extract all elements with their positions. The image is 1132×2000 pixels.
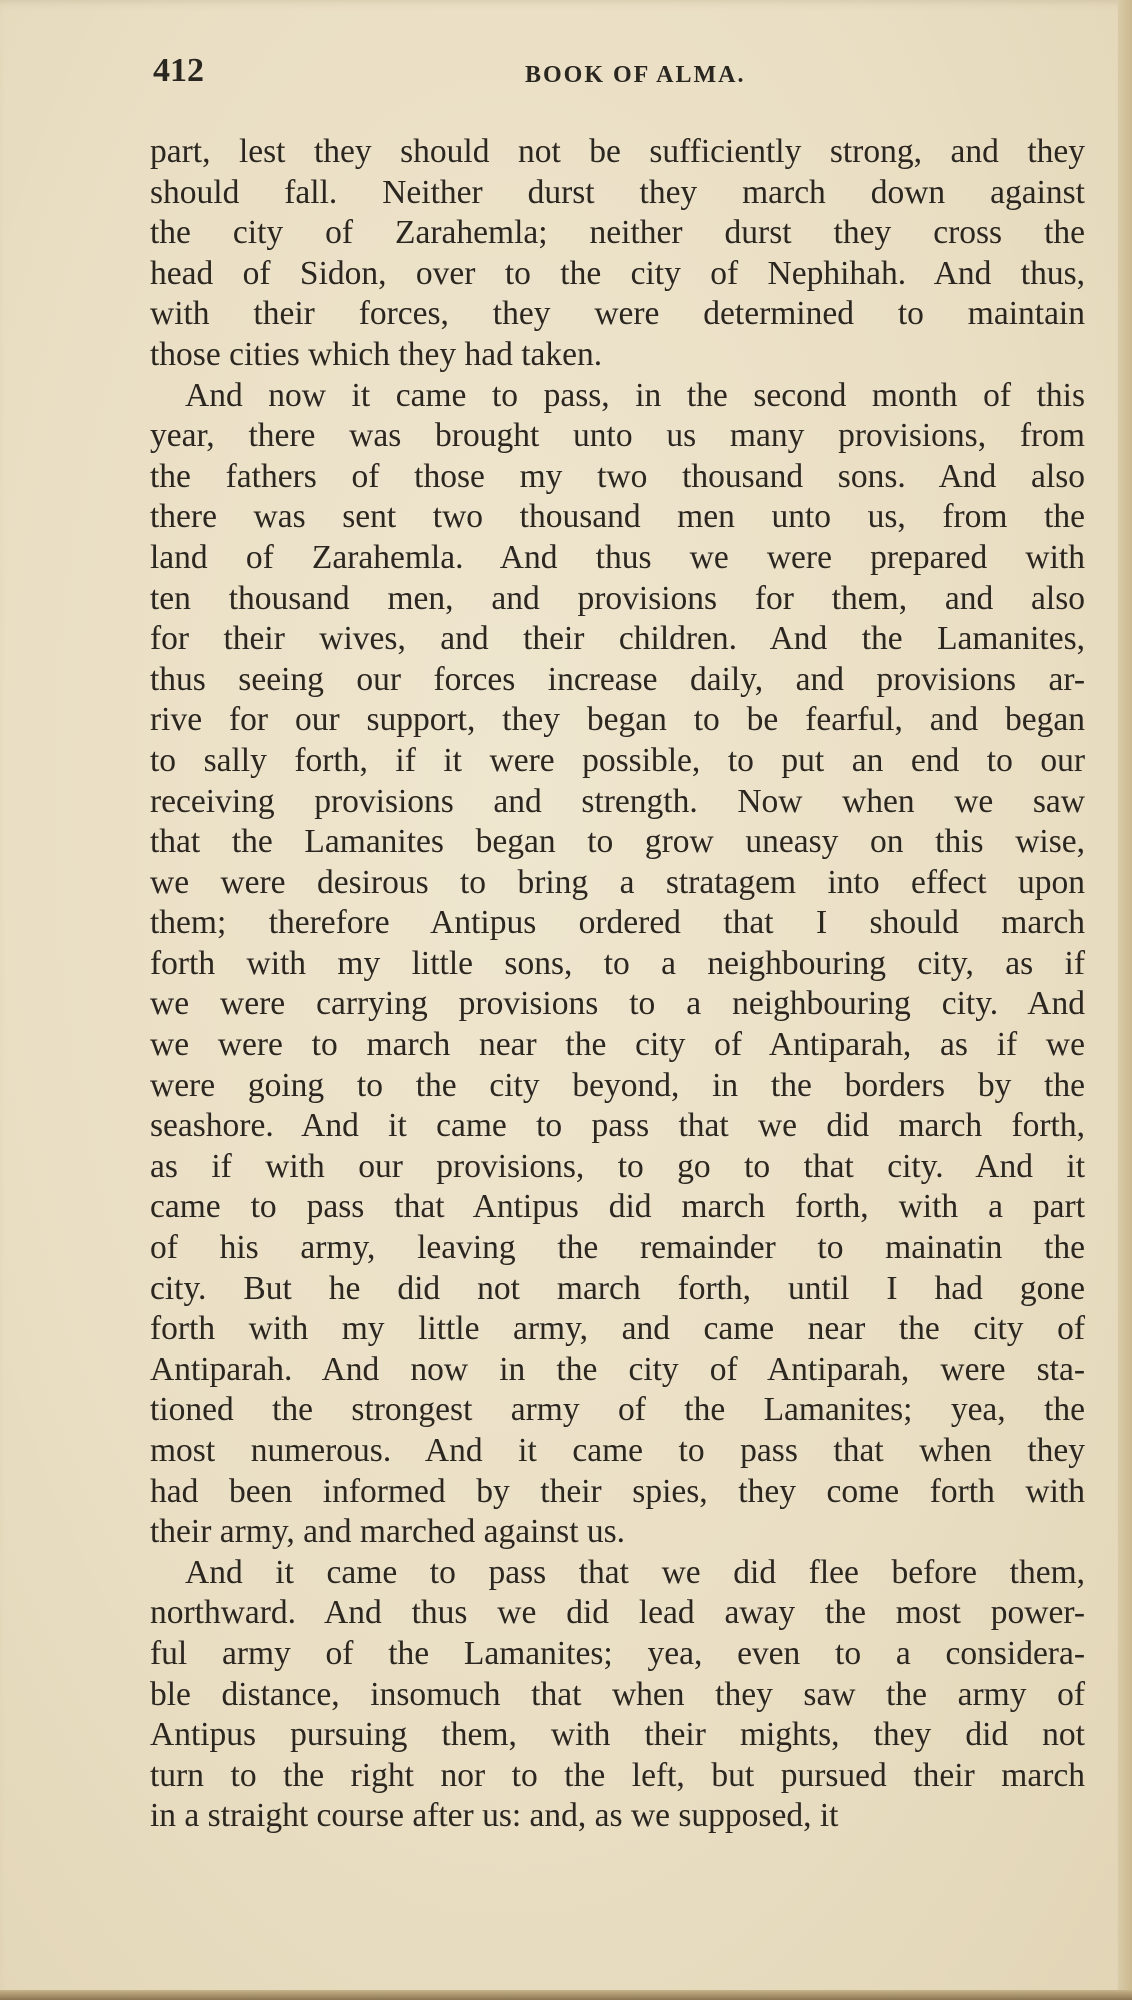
text-line: as if with our provisions, to go to that city. And it bbox=[150, 1147, 1085, 1185]
page-header bbox=[150, 52, 1100, 102]
text-line: And it came to pass that we did flee before them, bbox=[185, 1553, 1085, 1591]
text-line: we were desirous to bring a stratagem into effect upon bbox=[150, 863, 1085, 901]
text-line: Antipus pursuing them, with their mights, they did not bbox=[150, 1716, 1085, 1754]
text-line: that the Lamanites began to grow uneasy on this wise, bbox=[150, 823, 1085, 861]
text-line: northward. And thus we did lead away the most power- bbox=[150, 1594, 1085, 1632]
running-head: BOOK OF ALMA. bbox=[525, 62, 746, 88]
text-line: ble distance, insomuch that when they saw the army of bbox=[150, 1675, 1085, 1713]
text-line: ful army of the Lamanites; yea, even to a considera- bbox=[150, 1634, 1085, 1672]
text-line: with their forces, they were determined to maintain bbox=[150, 295, 1085, 333]
text-line: head of Sidon, over to the city of Nephihah. And thus, bbox=[150, 254, 1085, 292]
page-bottom-edge bbox=[0, 1990, 1132, 2000]
text-line: the fathers of those my two thousand sons. And also bbox=[150, 457, 1085, 495]
text-line: there was sent two thousand men unto us, from the bbox=[150, 498, 1085, 536]
text-line: land of Zarahemla. And thus we were prepared with bbox=[150, 538, 1085, 576]
page-number: 412 bbox=[153, 52, 204, 89]
text-line: year, there was brought unto us many provisions, from bbox=[150, 417, 1085, 455]
text-line: forth with my little sons, to a neighbouring city, as if bbox=[150, 944, 1085, 982]
paragraph bbox=[150, 376, 1085, 1553]
text-line: them; therefore Antipus ordered that I should march bbox=[150, 904, 1085, 942]
text-line: came to pass that Antipus did march forth, with a part bbox=[150, 1188, 1085, 1226]
text-line: receiving provisions and strength. Now when we saw bbox=[150, 782, 1085, 820]
text-line: their army, and marched against us. bbox=[150, 1513, 626, 1551]
text-line: ten thousand men, and provisions for them, and also bbox=[150, 579, 1085, 617]
text-line: to sally forth, if it were possible, to put an end to our bbox=[150, 741, 1085, 779]
text-line: should fall. Neither durst they march down against bbox=[150, 173, 1085, 211]
text-line: And now it came to pass, in the second month of this bbox=[185, 376, 1085, 414]
text-line: most numerous. And it came to pass that when they bbox=[150, 1432, 1085, 1469]
text-line: the city of Zarahemla; neither durst they cross the bbox=[150, 214, 1085, 252]
text-line: were going to the city beyond, in the borders by the bbox=[150, 1066, 1085, 1104]
text-line: seashore. And it came to pass that we did march forth, bbox=[150, 1107, 1085, 1145]
text-line: those cities which they had taken. bbox=[150, 335, 603, 373]
text-line: we were to march near the city of Antiparah, as if we bbox=[150, 1026, 1085, 1064]
text-line: in a straight course after us: and, as we supposed, it bbox=[150, 1797, 839, 1835]
text-line: forth with my little army, and came near the city of bbox=[150, 1310, 1085, 1348]
text-line: rive for our support, they began to be fearful, and began bbox=[150, 701, 1085, 739]
paragraph bbox=[150, 1553, 1085, 1837]
text-line: for their wives, and their children. And the Lamanites, bbox=[150, 620, 1085, 658]
paragraph bbox=[150, 132, 1085, 376]
text-line: city. But he did not march forth, until I had gone bbox=[150, 1269, 1085, 1307]
text-line: had been informed by their spies, they come forth with bbox=[150, 1472, 1085, 1510]
text-line: part, lest they should not be sufficiently strong, and they bbox=[150, 133, 1085, 170]
text-line: we were carrying provisions to a neighbouring city. And bbox=[150, 985, 1085, 1023]
body-text bbox=[150, 132, 1085, 1837]
page-edge bbox=[1118, 0, 1132, 2000]
text-line: turn to the right nor to the left, but pursued their march bbox=[150, 1756, 1085, 1794]
text-line: thus seeing our forces increase daily, and provisions ar- bbox=[150, 660, 1085, 698]
text-line: Antiparah. And now in the city of Antiparah, were sta- bbox=[150, 1350, 1085, 1388]
text-line: tioned the strongest army of the Lamanites; yea, the bbox=[150, 1391, 1085, 1429]
text-line: of his army, leaving the remainder to mainatin the bbox=[150, 1229, 1085, 1267]
